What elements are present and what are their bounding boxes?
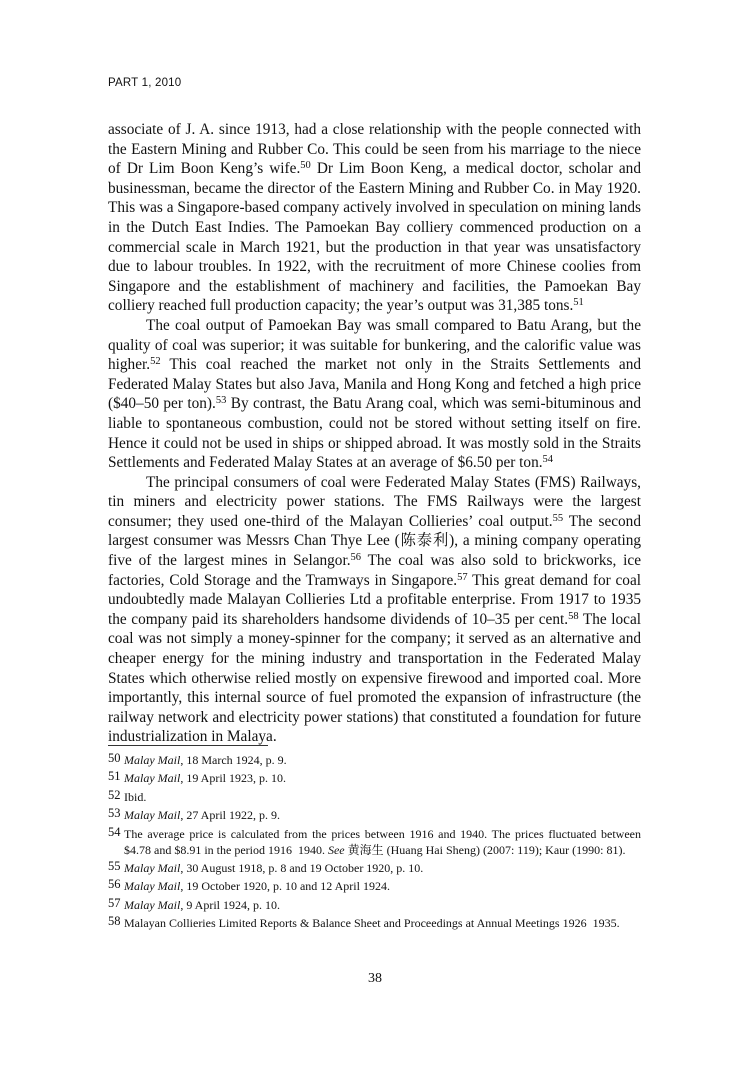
footnote-number: 57 xyxy=(108,895,121,910)
footnote-number: 54 xyxy=(108,824,121,839)
footnote-reference[interactable]: 52 xyxy=(150,356,161,368)
footnote xyxy=(108,878,641,894)
footnote xyxy=(108,770,641,786)
footnote-reference[interactable]: 54 xyxy=(542,454,554,466)
footnote-text xyxy=(124,807,641,823)
text-run: 黄海生 (Huang Hai Sheng) (2007: 119); Kaur (1990: 81). xyxy=(344,842,626,857)
text-run: Malayan Collieries Limited Reports & Balance Sheet and Proceedings at Annual Meetings 1926 1935. xyxy=(124,916,620,931)
footnote-number: 52 xyxy=(108,787,121,802)
text-run: The coal was also sold to brickworks, ice factories, Cold Storage and the Tramways in Singapore. xyxy=(108,552,641,589)
italic-text: Malay Mail xyxy=(124,808,181,823)
footnote-number: 51 xyxy=(108,769,121,784)
text-run: , 19 October 1920, p. 10 and 12 April 1924. xyxy=(180,879,390,894)
footnote-text xyxy=(124,860,641,876)
footnote-number: 55 xyxy=(108,858,121,873)
text-run: The average price is calculated from the prices between 1916 and 1940. The prices fluctuated between $4.78 and $8.91 in the period 1916 1940. xyxy=(124,826,641,857)
italic-text: See xyxy=(327,842,345,857)
footnote-text xyxy=(124,770,641,786)
italic-text: Malay Mail xyxy=(124,860,181,875)
text-run: , 27 April 1922, p. 9. xyxy=(180,808,280,823)
text-run: Dr Lim Boon Keng, a medical doctor, scholar and businessman, became the director of the Eastern Mining and Rubber Co. in May 1920. This was a Singapore-based company actively involved in speculation on mining lands in the Dutch East Indies. The Pamoekan Bay colliery commenced production on a commercial scale in March 1921, but the production in that year was unsatisfactory due to labour troubles. In 1922, with the recruitment of more Chinese coolies from Singapore and the establishment of machinery and facilities, the Pamoekan Bay colliery reached full production capacity; the year’s output was 31,385 tons. xyxy=(108,160,641,315)
footnote xyxy=(108,752,641,768)
footnote-number: 53 xyxy=(108,806,121,821)
footnote-text xyxy=(124,789,641,805)
body-text xyxy=(108,120,641,747)
footnote xyxy=(108,807,641,823)
footnote-reference[interactable]: 51 xyxy=(573,297,584,309)
footnote-reference[interactable]: 56 xyxy=(350,552,362,564)
footnote-text xyxy=(124,897,641,913)
text-run: The second largest consumer was Messrs Chan Thye Lee (陈泰利), a mining company operating five of the largest mines in Selangor. xyxy=(108,512,641,570)
text-run: This coal reached the market not only in the Straits Settlements and Federated Malay States but also Java, Manila and Hong Kong and fetched a high price ($40–50 per ton). xyxy=(108,356,641,413)
text-run: , 19 April 1923, p. 10. xyxy=(180,771,286,786)
footnote-reference[interactable]: 57 xyxy=(457,571,468,583)
footnote-number: 50 xyxy=(108,751,121,765)
text-run: , 30 August 1918, p. 8 and 19 October 1920, p. 10. xyxy=(180,860,424,875)
footnote-reference[interactable]: 55 xyxy=(552,512,564,524)
page-number: 38 xyxy=(368,971,382,986)
italic-text: Malay Mail xyxy=(124,771,181,786)
italic-text: Malay Mail xyxy=(124,879,181,894)
footnote-text xyxy=(124,878,641,894)
footnote-number: 56 xyxy=(108,877,121,892)
text-run: This great demand for coal undoubtedly made Malayan Collieries Ltd a profitable enterprise. From 1917 to 1935 the company paid its shareholders handsome dividends of 10–35 per cent. xyxy=(108,571,642,628)
footnote xyxy=(108,789,641,805)
footnote-divider xyxy=(108,745,268,746)
footnote xyxy=(108,897,641,913)
italic-text: Malay Mail xyxy=(124,753,181,767)
text-run: , 9 April 1924, p. 10. xyxy=(180,897,280,912)
footnote xyxy=(108,826,641,858)
footnote-text xyxy=(124,826,641,858)
text-run: Ibid. xyxy=(124,789,147,804)
footnotes xyxy=(108,752,641,934)
footnote xyxy=(108,915,641,931)
text-run: The coal output of Pamoekan Bay was small compared to Batu Arang, but the quality of coal was superior; it was suitable for bunkering, and the calorific value was higher. xyxy=(108,316,641,374)
paragraph xyxy=(108,120,641,316)
footnote xyxy=(108,860,641,876)
text-run: The principal consumers of coal were Federated Malay States (FMS) Railways, tin miners and electricity power stations. The FMS Railways were the largest consumer; they used one-third of the Malayan Collieries’ coal output. xyxy=(108,473,641,530)
footnote-reference[interactable]: 50 xyxy=(300,160,311,172)
footnote-reference[interactable]: 58 xyxy=(568,610,579,622)
paragraph xyxy=(108,473,641,747)
footnote-reference[interactable]: 53 xyxy=(215,395,227,407)
paragraph xyxy=(108,316,641,473)
text-run: , 18 March 1924, p. 9. xyxy=(180,753,287,767)
text-run: By contrast, the Batu Arang coal, which was semi-bituminous and liable to spontaneous combustion, could not be stored without setting itself on fire. Hence it could not be used in ships or shipped abroad. It was mostly sold in the Straits Settlements and Federated Malay States at an average of $6.50 per ton. xyxy=(108,395,641,472)
footnote-number: 58 xyxy=(108,914,121,929)
text-run: The local coal was not simply a money-spinner for the company; it served as an alternative and cheaper energy for the mining industry and transportation in the Federated Malay States which otherwise relied mostly on expensive firewood and imported coal. More importantly, this internal source of fuel promoted the expansion of infrastructure (the railway network and electricity power stations) that constituted a foundation for future industrialization in Malaya. xyxy=(108,610,641,746)
footnote-text xyxy=(124,915,641,931)
italic-text: Malay Mail xyxy=(124,897,181,912)
footnote-text xyxy=(124,752,641,768)
running-header: PART 1, 2010 xyxy=(108,77,182,89)
text-run: associate of J. A. since 1913, had a close relationship with the people connected with the Eastern Mining and Rubber Co. This could be seen from his marriage to the niece of Dr Lim Boon Keng’s wife. xyxy=(108,121,641,178)
